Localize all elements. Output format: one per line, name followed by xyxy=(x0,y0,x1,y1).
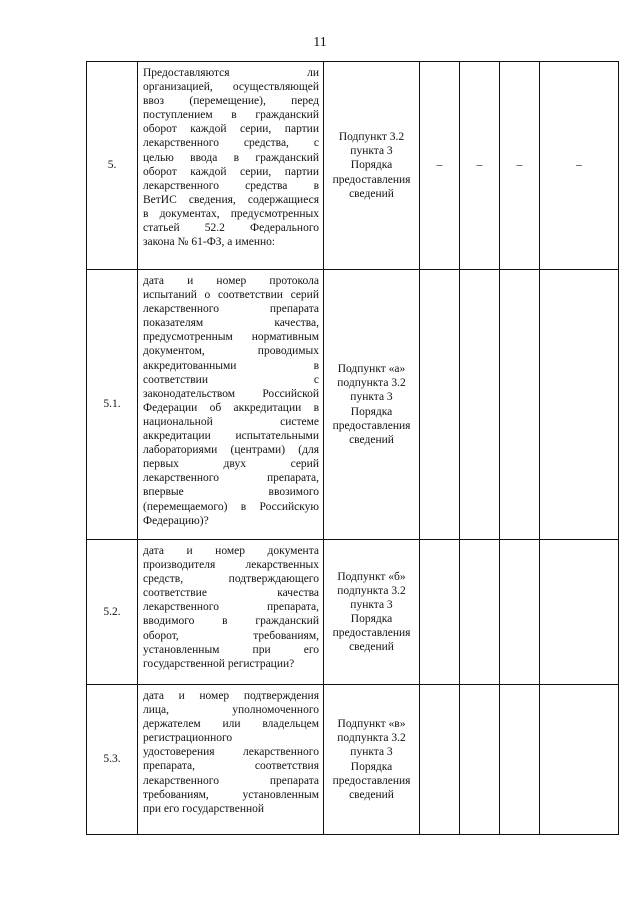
legal-reference-cell xyxy=(324,270,420,540)
question-line: показателям качества, xyxy=(143,317,319,330)
reference-line: Подпункт «б» xyxy=(337,570,406,583)
reference-line: Подпункт «а» xyxy=(337,363,406,376)
question-line: соответствии с xyxy=(143,373,319,386)
answer-cell xyxy=(420,540,460,685)
question-line: впервые ввозимого xyxy=(143,486,319,499)
answer-cell: – xyxy=(460,62,500,270)
reference-line: подпункта 3.2 xyxy=(337,732,406,745)
reference-line: пункта 3 xyxy=(350,145,393,158)
reference-line: пункта 3 xyxy=(350,598,393,611)
question-line: статьей 52.2 Федерального xyxy=(143,222,319,235)
question-line: в документах, предусмотренных xyxy=(143,207,319,220)
checklist-table xyxy=(86,61,619,835)
question-line: поступлением в гражданский xyxy=(143,109,319,122)
answer-cell xyxy=(540,685,619,835)
question-line: оборот, требованиям, xyxy=(143,629,319,642)
question-line: аккредитации испытательными xyxy=(143,430,319,443)
question-cell xyxy=(138,540,324,685)
answer-cell xyxy=(420,270,460,540)
reference-line: предоставления xyxy=(332,627,411,640)
reference-line: Порядка xyxy=(350,159,393,172)
answer-cell xyxy=(540,270,619,540)
answer-cell xyxy=(500,270,540,540)
question-cell xyxy=(138,685,324,835)
question-cell xyxy=(138,270,324,540)
reference-line: предоставления xyxy=(332,173,411,186)
reference-line: предоставления xyxy=(332,419,411,432)
question-line: лица, уполномоченного xyxy=(143,704,319,717)
question-line: дата и номер документа xyxy=(143,545,319,557)
reference-line: пункта 3 xyxy=(350,391,393,404)
reference-line: сведений xyxy=(349,641,394,654)
question-line: удостоверения лекарственного xyxy=(143,746,319,759)
question-line: испытаний о соответствии серий xyxy=(143,289,319,302)
page-number: 11 xyxy=(313,35,327,50)
answer-cell: – xyxy=(540,62,619,270)
question-line: аккредитованными в xyxy=(143,359,319,372)
question-line: (перемещаемого) в Российскую xyxy=(143,500,319,513)
row-number: 5.2. xyxy=(87,540,138,685)
question-line: лекарственного препарата, xyxy=(143,601,319,614)
legal-reference-cell xyxy=(324,62,420,270)
question-line: Предоставляются ли xyxy=(143,67,319,79)
answer-cell xyxy=(500,685,540,835)
question-line: дата и номер протокола xyxy=(143,275,319,287)
table-row xyxy=(87,685,619,835)
answer-cell xyxy=(460,540,500,685)
reference-line: пункта 3 xyxy=(350,746,393,759)
question-line: Федерации об аккредитации в xyxy=(143,401,319,414)
question-line: ВетИС сведения, содержащиеся xyxy=(143,193,319,206)
reference-line: предоставления xyxy=(332,774,411,787)
question-line: предусмотренным нормативным xyxy=(143,331,319,344)
reference-line: Подпункт «в» xyxy=(337,718,406,731)
row-number: 5.1. xyxy=(87,270,138,540)
question-line: лекарственного препарата xyxy=(143,303,319,316)
reference-line: Порядка xyxy=(350,613,393,625)
row-number: 5. xyxy=(87,62,138,270)
question-line: препарата, соответствия xyxy=(143,760,319,773)
question-cell xyxy=(138,62,324,270)
reference-line: Порядка xyxy=(350,405,393,418)
reference-line: сведений xyxy=(349,433,394,446)
table-row xyxy=(87,540,619,685)
question-line: регистрационного xyxy=(143,732,233,745)
answer-cell xyxy=(460,685,500,835)
reference-line: подпункта 3.2 xyxy=(337,584,406,597)
question-line: закона № 61-ФЗ, а именно: xyxy=(143,236,276,249)
answer-cell: – xyxy=(500,62,540,270)
question-line: государственной регистрации? xyxy=(143,657,295,670)
reference-line: сведений xyxy=(349,187,394,200)
answer-cell xyxy=(540,540,619,685)
question-line: Федерацию)? xyxy=(143,514,209,527)
table-row xyxy=(87,62,619,270)
question-line: средств, подтверждающего xyxy=(143,573,319,586)
question-line: лекарственного препарата, xyxy=(143,472,319,485)
question-line: целью ввода в гражданский xyxy=(143,151,319,164)
reference-line: сведений xyxy=(349,788,394,801)
answer-cell xyxy=(500,540,540,685)
question-line: документом, проводимых xyxy=(143,345,319,358)
table-row xyxy=(87,270,619,540)
question-line: национальной системе xyxy=(143,415,319,428)
answer-cell: – xyxy=(420,62,460,270)
question-line: оборот каждой серии, партии xyxy=(143,165,319,178)
question-line: организацией, осуществляющей xyxy=(143,81,319,94)
question-line: лекарственного средства в xyxy=(143,179,319,192)
reference-line: Порядка xyxy=(350,760,393,773)
answer-cell xyxy=(420,685,460,835)
question-line: держателем или владельцем xyxy=(143,718,319,731)
row-number: 5.3. xyxy=(87,685,138,835)
question-line: законодательством Российской xyxy=(143,387,319,400)
question-line: требованиям, установленным xyxy=(143,788,319,801)
question-line: лекарственного препарата xyxy=(143,774,319,787)
question-line: оборот каждой серии, партии xyxy=(143,123,319,136)
question-line: лекарственного средства, с xyxy=(143,137,319,150)
reference-line: Подпункт 3.2 xyxy=(338,131,405,144)
legal-reference-cell xyxy=(324,685,420,835)
checklist-rows xyxy=(87,62,619,835)
reference-line: подпункта 3.2 xyxy=(337,377,406,390)
question-line: вводимого в гражданский xyxy=(143,615,319,628)
question-line: первых двух серий xyxy=(143,458,319,471)
question-line: соответствие качества xyxy=(143,587,319,600)
question-line: дата и номер подтверждения xyxy=(143,690,319,702)
question-line: лабораториями (центрами) (для xyxy=(143,444,319,457)
question-line: производителя лекарственных xyxy=(143,559,319,572)
question-line: при его государственной xyxy=(143,802,265,815)
answer-cell xyxy=(460,270,500,540)
legal-reference-cell xyxy=(324,540,420,685)
question-line: установленным при его xyxy=(143,643,319,656)
question-line: ввоз (перемещение), перед xyxy=(143,95,319,108)
